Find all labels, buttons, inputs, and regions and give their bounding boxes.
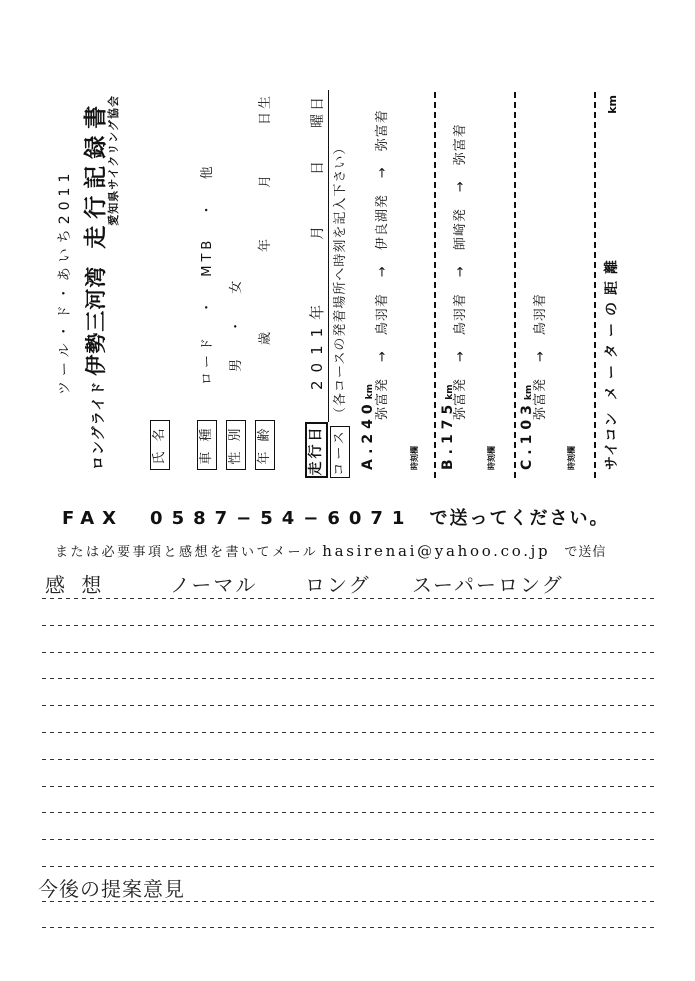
date-month-unit: 月 bbox=[310, 223, 326, 240]
route-stop: 弥富着 bbox=[453, 123, 468, 166]
route-b-unit: km bbox=[445, 384, 455, 400]
cyclocomputer-label: サイコン bbox=[604, 411, 620, 470]
fax-number: 0587−54−6071 bbox=[150, 508, 414, 529]
suggestions-label: 今後の提案意見 bbox=[38, 877, 185, 901]
age-label: 年 齢 bbox=[255, 420, 275, 470]
route-a-distance: A.240 bbox=[360, 399, 376, 470]
cyclocomputer-unit: km bbox=[606, 95, 619, 114]
route-stop: 弥富着 bbox=[375, 109, 390, 152]
writing-line bbox=[42, 866, 655, 867]
form-title bbox=[85, 99, 108, 470]
date-rule bbox=[328, 90, 329, 422]
route-c-code bbox=[520, 385, 534, 470]
bike-label: 車 種 bbox=[197, 420, 217, 470]
cyclocomputer-distance-label: メーターの距離 bbox=[604, 253, 620, 400]
birth-year-unit: 年 bbox=[258, 235, 273, 252]
route-stop: 鳥羽着 bbox=[453, 293, 468, 336]
writing-line bbox=[42, 678, 655, 679]
date-weekday-unit: 曜日 bbox=[310, 94, 326, 128]
route-stop: 弥富発 bbox=[375, 377, 390, 420]
route-b-stops bbox=[454, 123, 467, 420]
birth-day-unit: 日生 bbox=[258, 92, 273, 125]
event-name: ツール・ド・あいち2011 bbox=[57, 168, 73, 395]
route-stop: 師崎発 bbox=[453, 208, 468, 251]
route-a-code bbox=[361, 384, 375, 470]
route-stop: 伊良湖発 bbox=[375, 194, 390, 251]
writing-line bbox=[42, 732, 655, 733]
title-main: 伊勢三河湾 bbox=[84, 265, 108, 376]
date-day-unit: 日 bbox=[310, 158, 326, 175]
route-c-distance: C.103 bbox=[519, 400, 535, 470]
route-b-distance: B.175 bbox=[440, 399, 456, 470]
sex-options: 男 ・ 女 bbox=[229, 276, 244, 372]
writing-line bbox=[42, 812, 655, 813]
writing-line bbox=[42, 625, 655, 626]
route-a-unit: km bbox=[365, 383, 375, 400]
name-label: 氏 名 bbox=[150, 420, 170, 470]
age-unit: 歳 bbox=[258, 328, 273, 345]
mail-suffix: で送信 bbox=[564, 545, 607, 560]
route-stop: 鳥羽着 bbox=[375, 293, 390, 336]
route-a-stops bbox=[376, 109, 389, 420]
organizer: 愛知県サイクリング協会 bbox=[107, 95, 120, 226]
writing-line bbox=[42, 901, 655, 902]
writing-line bbox=[42, 652, 655, 653]
fax-message: で送ってください。 bbox=[429, 508, 610, 529]
route-arrow: → bbox=[375, 351, 390, 362]
writing-line bbox=[42, 927, 655, 928]
route-a-time-label: 時刻欄 bbox=[410, 446, 419, 470]
fax-line bbox=[62, 510, 609, 528]
route-b-time-label: 時刻欄 bbox=[487, 446, 496, 470]
writing-line bbox=[42, 598, 655, 599]
route-arrow: → bbox=[375, 266, 390, 278]
route-c-stops bbox=[534, 293, 547, 420]
course-label: コース bbox=[330, 426, 350, 478]
course-instruction: （各コースの発着場所へ時刻を記入下さい） bbox=[333, 140, 348, 420]
mail-address: hasirenai@yahoo.co.jp bbox=[322, 542, 551, 560]
mail-prefix: または必要事項と感想を書いてメール bbox=[55, 545, 319, 560]
route-arrow: → bbox=[453, 266, 468, 278]
birth-month-unit: 月 bbox=[258, 171, 273, 188]
title-suffix: 走行記録書 bbox=[83, 98, 109, 249]
date-label: 走行日 bbox=[305, 422, 328, 478]
writing-line bbox=[42, 839, 655, 840]
route-separator bbox=[514, 90, 516, 478]
route-separator bbox=[594, 90, 596, 478]
route-c-unit: km bbox=[524, 384, 534, 401]
sex-label: 性 別 bbox=[226, 420, 246, 470]
mail-line bbox=[55, 544, 606, 559]
writing-line bbox=[42, 786, 655, 787]
feedback-option-normal: ノーマル bbox=[170, 573, 258, 597]
route-c-time-label: 時刻欄 bbox=[567, 446, 576, 470]
date-year: 2011年 bbox=[308, 296, 326, 390]
feedback-option-long: ロング bbox=[305, 573, 371, 597]
title-prefix: ロングライド bbox=[91, 380, 107, 470]
feedback-label: 感 想 bbox=[45, 573, 107, 597]
bike-options: ロード ・ MTB ・ 他 bbox=[200, 162, 215, 385]
record-form bbox=[52, 88, 632, 478]
route-arrow: → bbox=[533, 351, 548, 362]
route-stop: 弥富発 bbox=[533, 377, 548, 420]
route-separator bbox=[434, 90, 436, 478]
writing-line bbox=[42, 705, 655, 706]
writing-line bbox=[42, 759, 655, 760]
route-stop: 鳥羽着 bbox=[533, 293, 548, 336]
route-arrow: → bbox=[375, 167, 390, 179]
route-stop: 弥富発 bbox=[453, 377, 468, 420]
route-arrow: → bbox=[453, 351, 468, 362]
fax-label: FAX bbox=[62, 508, 125, 529]
feedback-option-super-long: スーパーロング bbox=[412, 573, 564, 597]
route-arrow: → bbox=[453, 181, 468, 193]
